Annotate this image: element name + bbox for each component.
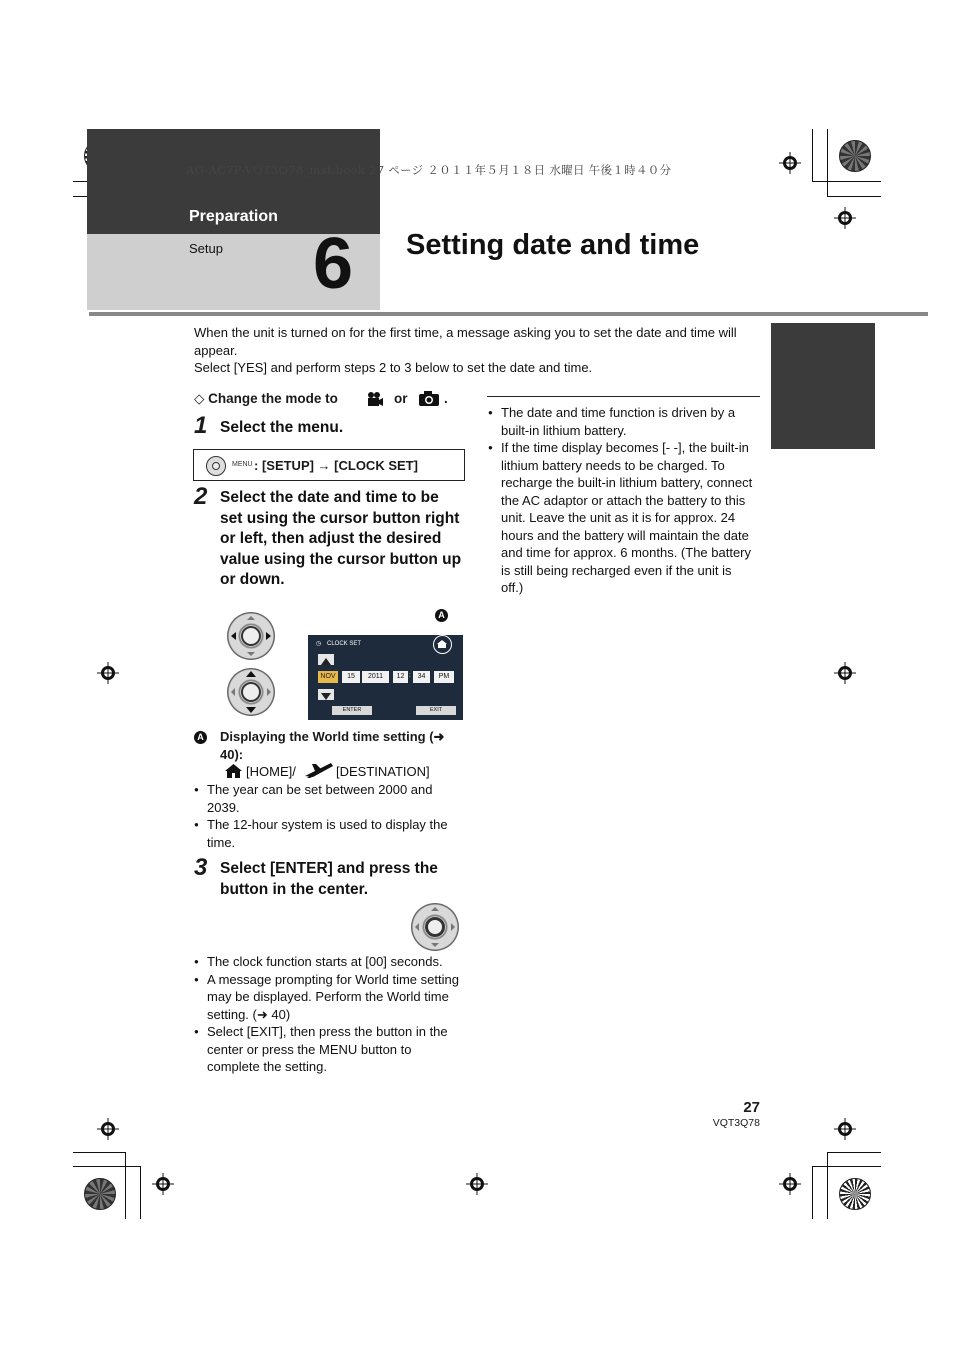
list-item: ● The 12-hour system is used to display the time. (194, 816, 466, 851)
cursor-button-left-right-icon (227, 612, 275, 660)
hour-field[interactable]: 12 (393, 671, 408, 683)
header-rule (89, 312, 928, 316)
mode-text: Change the mode to (208, 391, 338, 406)
note-a-heading: Displaying the World time setting (➜ 40): (220, 729, 445, 762)
registration-target-icon (97, 1118, 119, 1140)
mode-line (194, 391, 338, 407)
exit-button[interactable]: EXIT (416, 706, 456, 715)
step-text: Select [ENTER] and press the button in the center. (220, 860, 438, 898)
list-item: ● If the time display becomes [- -], the built-in lithium battery needs to be charged. To recharge the built-in lithium battery, connect the AC adaptor or attach the battery to this unit. Leave the unit as it is for approx. 24 hours and the battery will maintain the date and time for approx. 6 months. (The battery is still being recharged even if the unit is off.) (488, 439, 756, 597)
month-field[interactable]: NOV (318, 671, 338, 683)
registration-target-icon (779, 1173, 801, 1195)
day-field[interactable]: 15 (342, 671, 360, 683)
clock-icon: ◷ (316, 641, 322, 647)
list-item: ● The year can be set between 2000 and 2039. (194, 781, 466, 816)
world-time-button[interactable] (433, 635, 452, 654)
step-text: Select the date and time to be set using the cursor button right or left, then adjust the desired value using the cursor button up or down. (220, 489, 462, 588)
step-number: 1 (194, 412, 208, 439)
step2-notes (194, 781, 466, 851)
home-icon (224, 763, 243, 779)
intro-text (194, 324, 759, 377)
step-number: 3 (194, 854, 208, 881)
mode-or: or (394, 391, 408, 406)
subsection-label: Setup (189, 241, 223, 256)
column-divider (487, 396, 760, 397)
minute-field[interactable]: 34 (413, 671, 430, 683)
step3-notes (194, 953, 466, 1076)
list-item: ● The clock function starts at [00] seconds. (194, 953, 466, 971)
still-camera-icon (418, 390, 440, 407)
page-title: Setting date and time (406, 229, 700, 261)
mode-suffix: . (444, 391, 448, 406)
step-number: 2 (194, 483, 208, 510)
print-info: AG-AC7P-VQT3Q78_mst.book 27 ページ ２０１１年５月１８日 水曜日 午後１時４０分 (186, 163, 672, 177)
time-colon: : (409, 673, 411, 679)
registration-target-icon (779, 152, 801, 174)
registration-target-icon (834, 207, 856, 229)
year-field[interactable]: 2011 (362, 671, 389, 683)
page-number: 27 (743, 1099, 760, 1116)
ampm-field[interactable]: PM (434, 671, 454, 683)
home-label: [HOME]/ (246, 764, 296, 779)
menu-path-box (193, 449, 465, 481)
registration-target-icon (466, 1173, 488, 1195)
cursor-button-up-down-icon (227, 668, 275, 716)
step-text: Select the menu. (220, 419, 344, 436)
list-item: ● Select [EXIT], then press the button in the center or press the MENU button to complete the setting. (194, 1023, 466, 1076)
side-tab (771, 323, 875, 449)
intro-paragraph: When the unit is turned on for the first time, a message asking you to set the date and time will appear. (194, 325, 737, 358)
chapter-number: 6 (313, 224, 354, 304)
video-camera-icon (366, 391, 384, 407)
down-arrow-icon[interactable] (318, 689, 334, 700)
registration-target-icon (834, 1118, 856, 1140)
color-wheel-mark (839, 1178, 871, 1210)
document-code: VQT3Q78 (712, 1117, 760, 1129)
home-icon (434, 636, 450, 652)
cursor-button-center-icon (411, 903, 459, 951)
menu-button-icon (206, 456, 226, 476)
section-label: Preparation (189, 208, 278, 225)
airplane-icon (303, 761, 333, 779)
callout-a-marker: A (435, 609, 448, 622)
list-item: ● A message prompting for World time setting may be displayed. Perform the World time setting. (➜ 40) (194, 971, 466, 1024)
color-wheel-mark (839, 140, 871, 172)
registration-target-icon (152, 1173, 174, 1195)
registration-target-icon (834, 662, 856, 684)
menu-path-text: : [SETUP] → [CLOCK SET] (254, 458, 418, 473)
diamond-icon: ◇ (194, 391, 205, 406)
list-item: ● The date and time function is driven by a built-in lithium battery. (488, 404, 756, 439)
destination-label: [DESTINATION] (336, 764, 430, 779)
enter-button[interactable]: ENTER (332, 706, 372, 715)
menu-mini-label: MENU (232, 461, 253, 468)
intro-paragraph: Select [YES] and perform steps 2 to 3 below to set the date and time. (194, 360, 593, 375)
note-a-marker: A (194, 731, 207, 744)
up-arrow-icon[interactable] (318, 654, 334, 665)
screen-title: CLOCK SET (327, 641, 362, 647)
battery-notes (488, 404, 756, 597)
registration-target-icon (97, 662, 119, 684)
color-wheel-mark (84, 1178, 116, 1210)
